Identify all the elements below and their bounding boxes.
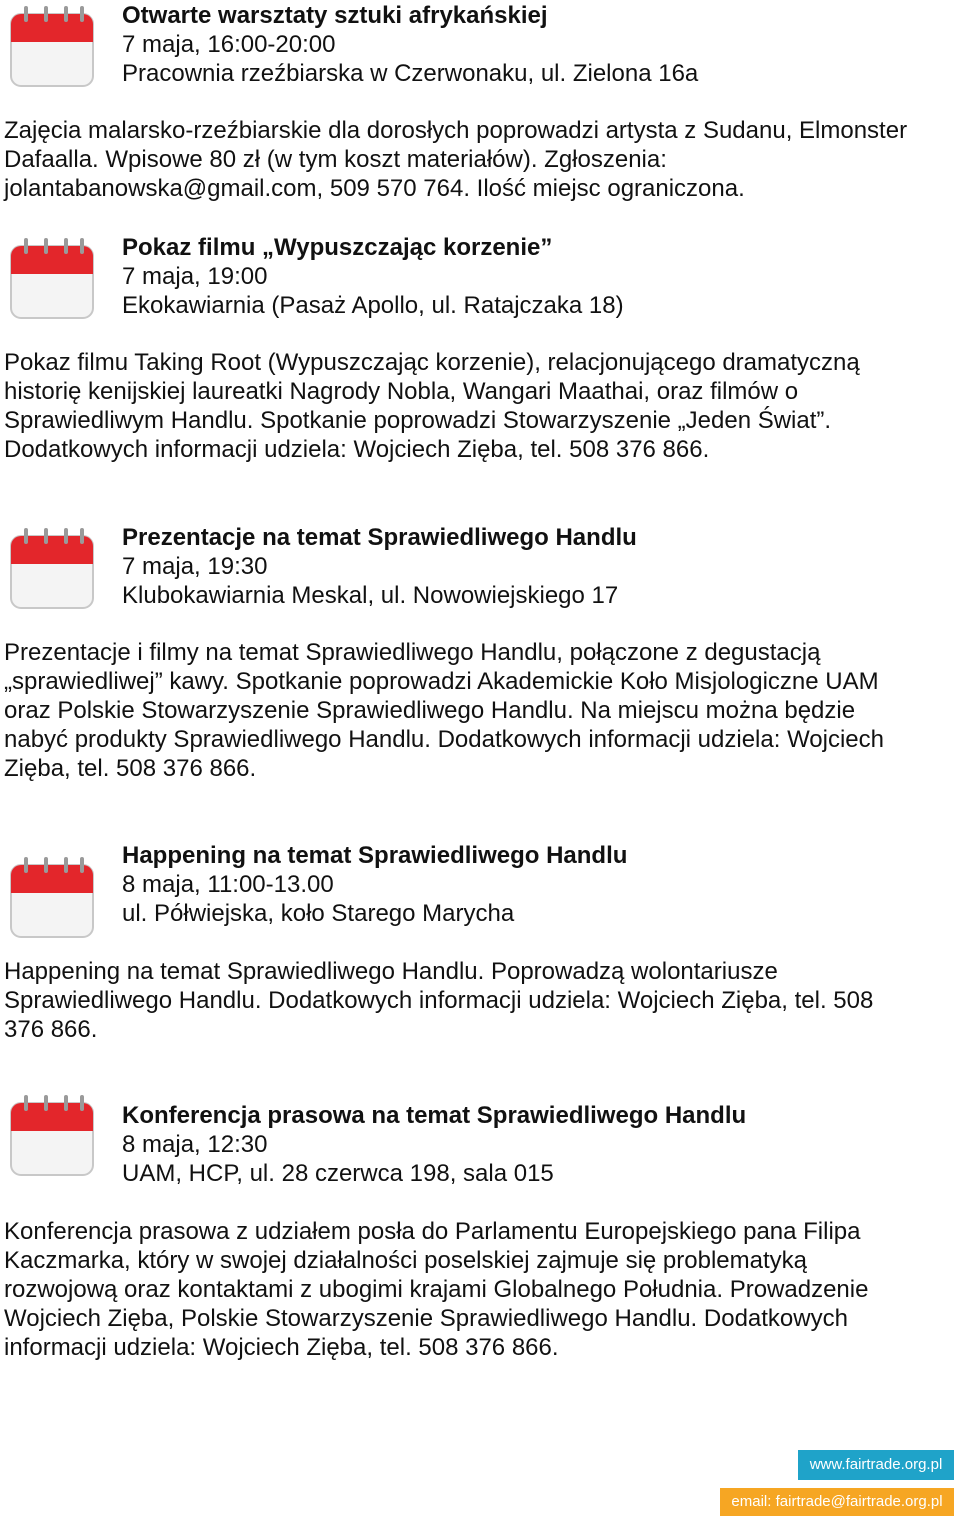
event-place: Pracownia rzeźbiarska w Czerwonaku, ul. Zielona 16a — [122, 60, 699, 87]
event-date: 8 maja, 12:30 — [122, 1131, 268, 1158]
event-date: 8 maja, 11:00-13.00 — [122, 871, 334, 898]
description-line: Dafaalla. Wpisowe 80 zł (w tym koszt materiałów). Zgłoszenia: — [4, 146, 667, 173]
event-title: Prezentacje na temat Sprawiedliwego Handlu — [122, 524, 637, 551]
description-line: Pokaz filmu Taking Root (Wypuszczając korzenie), relacjonującego dramatyczną — [4, 349, 860, 376]
event-title: Otwarte warsztaty sztuki afrykańskiej — [122, 2, 548, 29]
website-link[interactable]: www.fairtrade.org.pl — [798, 1450, 954, 1480]
event-date: 7 maja, 16:00-20:00 — [122, 31, 336, 58]
description-line: jolantabanowska@gmail.com, 509 570 764. Ilość miejsc ograniczona. — [4, 175, 745, 202]
event-title: Happening na temat Sprawiedliwego Handlu — [122, 842, 628, 869]
event-place: Ekokawiarnia (Pasaż Apollo, ul. Ratajczaka 18) — [122, 292, 624, 319]
description-line: Kaczmarka, który w swojej działalności poselskiej zajmuje się problematyką — [4, 1247, 807, 1274]
description-line: Happening na temat Sprawiedliwego Handlu. Poprowadzą wolontariusze — [4, 958, 778, 985]
event-place: ul. Półwiejska, koło Starego Marycha — [122, 900, 515, 927]
event-place: UAM, HCP, ul. 28 czerwca 198, sala 015 — [122, 1160, 554, 1187]
description-line: „sprawiedliwej” kawy. Spotkanie poprowadzi Akademickie Koło Misjologiczne UAM — [4, 668, 879, 695]
event-place: Klubokawiarnia Meskal, ul. Nowowiejskiego 17 — [122, 582, 619, 609]
calendar-icon — [8, 1093, 96, 1177]
description-line: Dodatkowych informacji udziela: Wojciech Zięba, tel. 508 376 866. — [4, 436, 710, 463]
description-line: nabyć produkty Sprawiedliwego Handlu. Dodatkowych informacji udziela: Wojciech — [4, 726, 884, 753]
event-description — [4, 348, 954, 464]
calendar-icon — [8, 236, 96, 320]
event-date: 7 maja, 19:00 — [122, 263, 268, 290]
description-line: Prezentacje i filmy na temat Sprawiedliwego Handlu, połączone z degustacją — [4, 639, 821, 666]
event-description — [4, 116, 954, 203]
description-line: rozwojową oraz kontaktami z ubogimi krajami Globalnego Południa. Prowadzenie — [4, 1276, 869, 1303]
description-line: Sprawiedliwego Handlu. Dodatkowych informacji udziela: Wojciech Zięba, tel. 508 — [4, 987, 874, 1014]
description-line: Zięba, tel. 508 376 866. — [4, 755, 257, 782]
event-title: Pokaz filmu „Wypuszczając korzenie” — [122, 234, 553, 261]
event-description — [4, 957, 954, 1044]
event-title: Konferencja prasowa na temat Sprawiedliwego Handlu — [122, 1102, 747, 1129]
calendar-icon — [8, 4, 96, 88]
event-date: 7 maja, 19:30 — [122, 553, 268, 580]
event-description — [4, 1217, 954, 1362]
description-line: 376 866. — [4, 1016, 98, 1043]
calendar-icon — [8, 526, 96, 610]
email-link[interactable]: email: fairtrade@fairtrade.org.pl — [720, 1488, 954, 1516]
event-description — [4, 638, 954, 783]
description-line: Zajęcia malarsko-rzeźbiarskie dla dorosłych poprowadzi artysta z Sudanu, Elmonster — [4, 117, 908, 144]
description-line: historię kenijskiej laureatki Nagrody Nobla, Wangari Maathai, oraz filmów o — [4, 378, 799, 405]
description-line: Sprawiedliwym Handlu. Spotkanie poprowadzi Stowarzyszenie „Jeden Świat”. — [4, 407, 832, 434]
description-line: Konferencja prasowa z udziałem posła do Parlamentu Europejskiego pana Filipa — [4, 1218, 861, 1245]
description-line: oraz Polskie Stowarzyszenie Sprawiedliwego Handlu. Na miejscu można będzie — [4, 697, 856, 724]
calendar-icon — [8, 855, 96, 939]
description-line: Wojciech Zięba, Polskie Stowarzyszenie Sprawiedliwego Handlu. Dodatkowych — [4, 1305, 848, 1332]
description-line: informacji udziela: Wojciech Zięba, tel. 508 376 866. — [4, 1334, 559, 1361]
